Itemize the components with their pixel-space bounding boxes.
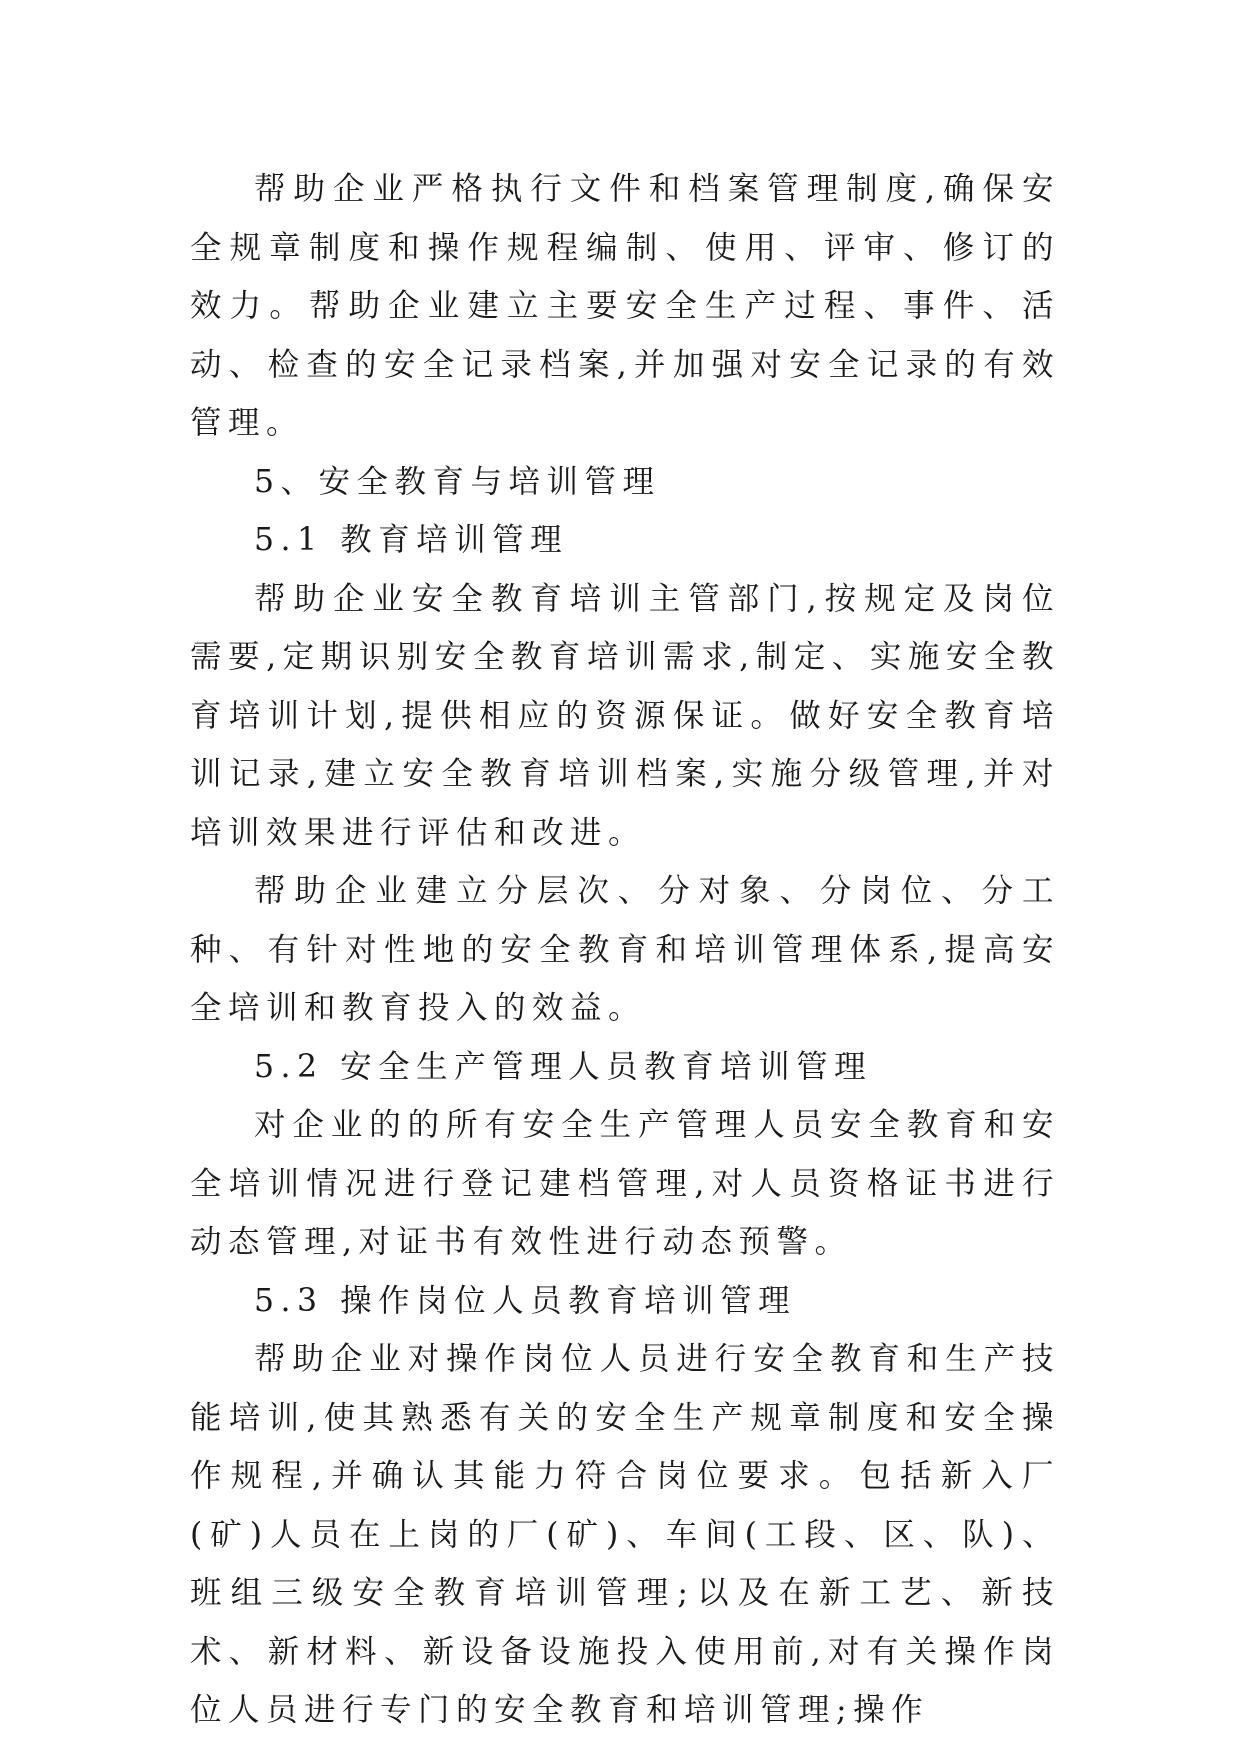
heading-section-5: 5、安全教育与培训管理: [254, 463, 661, 500]
para-manager-training: 对企业的的所有安全生产管理人员安全教育和安全培训情况进行登记建档管理,对人员资格证书进行动态管理,对证书有效性进行动态预警。: [190, 1107, 1060, 1260]
para-operator-training: 帮助企业对操作岗位人员进行安全教育和生产技能培训,使其熟悉有关的安全生产规章制度和安全操作规程,并确认其能力符合岗位要求。包括新入厂(矿)人员在上岗的厂(矿)、车间(工段、区、队)、班组三级安全教育培训管理;以及在新工艺、新技术、新材料、新设备设施投入使用前,对有关操作岗位人员进行专门的安全教育和培训管理;操作: [190, 1341, 1060, 1728]
document-body: [190, 160, 1060, 1740]
para-training-department: 帮助企业安全教育培训主管部门,按规定及岗位需要,定期识别安全教育培训需求,制定、实施安全教育培训计划,提供相应的资源保证。做好安全教育培训记录,建立安全教育培训档案,实施分级管理,并对培训效果进行评估和改进。: [190, 580, 1060, 851]
para-archive-management: 帮助企业严格执行文件和档案管理制度,确保安全规章制度和操作规程编制、使用、评审、修订的效力。帮助企业建立主要安全生产过程、事件、活动、检查的安全记录档案,并加强对安全记录的有效管理。: [190, 171, 1060, 441]
heading-section-5-1: 5.1 教育培训管理: [254, 522, 569, 558]
para-training-system: 帮助企业建立分层次、分对象、分岗位、分工种、有针对性地的安全教育和培训管理体系,提高安全培训和教育投入的效益。: [190, 873, 1060, 1026]
heading-section-5-3: 5.3 操作岗位人员教育培训管理: [254, 1282, 797, 1319]
heading-section-5-2: 5.2 安全生产管理人员教育培训管理: [254, 1048, 873, 1085]
